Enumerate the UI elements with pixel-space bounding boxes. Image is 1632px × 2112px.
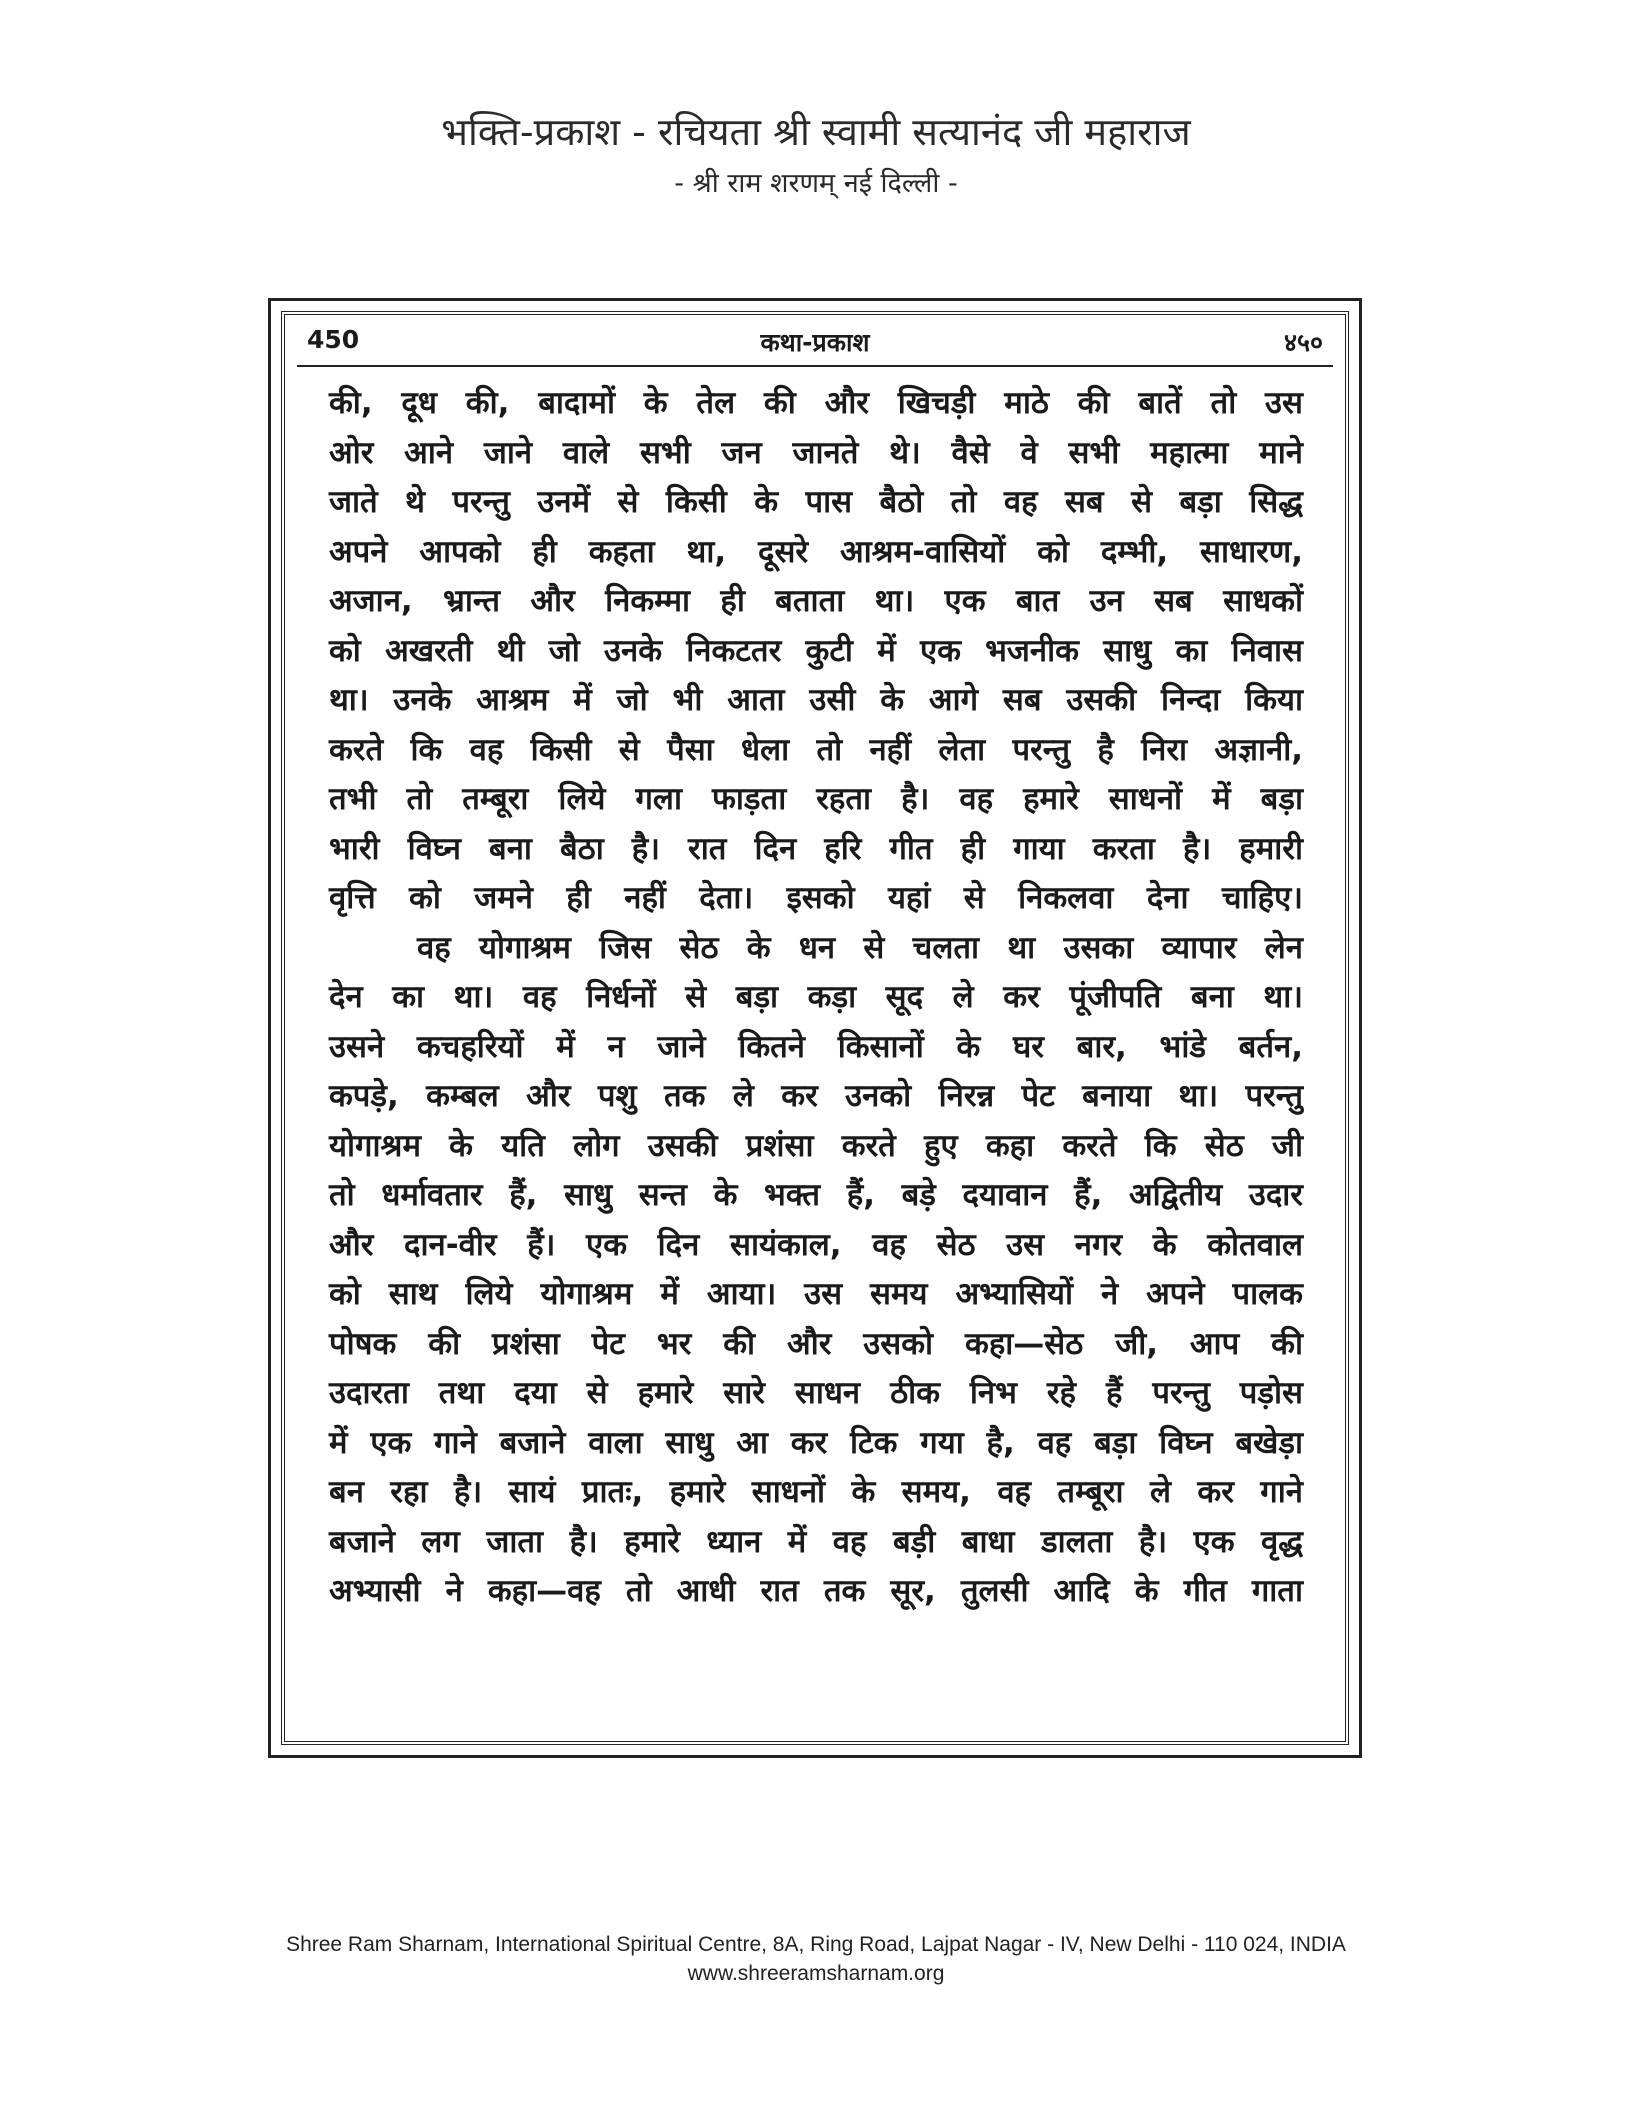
page-number-right: ४५०: [1283, 328, 1323, 357]
text-line: अजान, भ्रान्त और निकम्मा ही बताता था। एक बात उन सब साधकों: [329, 583, 1303, 619]
section-title: कथा-प्रकाश: [760, 328, 870, 357]
page-number-left: 450: [307, 325, 360, 354]
text-line: था। उनके आश्रम में जो भी आता उसी के आगे सब उसकी निन्दा किया: [329, 682, 1303, 718]
text-line: और दान-वीर हैं। एक दिन सायंकाल, वह सेठ उस नगर के कोतवाल: [329, 1226, 1303, 1263]
text-line: तभी तो तम्बूरा लिये गला फाड़ता रहता है। वह हमारे साधनों में बड़ा: [329, 781, 1303, 817]
text-line: वह योगाश्रम जिस सेठ के धन से चलता था उसका व्यापार लेन: [417, 929, 1303, 966]
text-line: अपने आपको ही कहता था, दूसरे आश्रम-वासियों को दम्भी, साधारण,: [329, 533, 1303, 570]
text-line: तो धर्मावतार हैं, साधु सन्त के भक्त हैं, बड़े दयावान हैं, अद्वितीय उदार: [329, 1177, 1303, 1213]
text-line: उसने कचहरियों में न जाने कितने किसानों के घर बार, भांडे बर्तन,: [329, 1028, 1303, 1065]
text-line: योगाश्रम के यति लोग उसकी प्रशंसा करते हुए कहा करते कि सेठ जी: [329, 1127, 1303, 1164]
text-line: देन का था। वह निर्धनों से बड़ा कड़ा सूद ले कर पूंजीपति बना था।: [329, 979, 1303, 1015]
text-line: बन रहा है। सायं प्रातः, हमारे साधनों के समय, वह तम्बूरा ले कर गाने: [329, 1474, 1303, 1510]
text-line: वृत्ति को जमने ही नहीं देता। इसको यहां से निकलवा देना चाहिए।: [329, 880, 1303, 916]
body-text: [329, 379, 1303, 1617]
document-title: भक्ति-प्रकाश - रचियता श्री स्वामी सत्यानंद जी महाराज: [441, 110, 1191, 154]
text-line: को अखरती थी जो उनके निकटतर कुटी में एक भजनीक साधु का निवास: [329, 632, 1303, 669]
footer-address: Shree Ram Sharnam, International Spiritual Centre, 8A, Ring Road, Lajpat Nagar - IV, New Delhi - 110 024, INDIA: [286, 1933, 1346, 1956]
text-line: उदारता तथा दया से हमारे सारे साधन ठीक निभ रहे हैं परन्तु पड़ोस: [329, 1375, 1303, 1411]
page-header: [307, 325, 1323, 365]
text-line: को साथ लिये योगाश्रम में आया। उस समय अभ्यासियों ने अपने पालक: [329, 1276, 1303, 1312]
text-line: की, दूध की, बादामों के तेल की और खिचड़ी माठे की बातें तो उस: [329, 385, 1303, 421]
document-subtitle: - श्री राम शरणम् नई दिल्ली -: [674, 168, 958, 199]
footer-website-link[interactable]: www.shreeramsharnam.org: [687, 1962, 945, 1985]
text-line: पोषक की प्रशंसा पेट भर की और उसको कहा—सेठ जी, आप की: [329, 1325, 1303, 1362]
text-line: कपड़े, कम्बल और पशु तक ले कर उनको निरन्न पेट बनाया था। परन्तु: [329, 1078, 1303, 1114]
page-frame: [268, 298, 1362, 1758]
page-frame-inner: [281, 311, 1349, 1745]
text-line: बजाने लग जाता है। हमारे ध्यान में वह बड़ी बाधा डालता है। एक वृद्ध: [329, 1523, 1303, 1560]
text-line: ओर आने जाने वाले सभी जन जानते थे। वैसे वे सभी महात्मा माने: [329, 434, 1303, 471]
text-line: जाते थे परन्तु उनमें से किसी के पास बैठो तो वह सब से बड़ा सिद्ध: [329, 484, 1303, 520]
header-rule: [297, 365, 1333, 367]
text-line: भारी विघ्न बना बैठा है। रात दिन हरि गीत ही गाया करता है। हमारी: [329, 830, 1303, 867]
text-line: अभ्यासी ने कहा—वह तो आधी रात तक सूर, तुलसी आदि के गीत गाता: [329, 1573, 1303, 1609]
text-line: में एक गाने बजाने वाला साधु आ कर टिक गया है, वह बड़ा विघ्न बखेड़ा: [329, 1424, 1303, 1461]
text-line: करते कि वह किसी से पैसा धेला तो नहीं लेता परन्तु है निरा अज्ञानी,: [329, 731, 1303, 768]
